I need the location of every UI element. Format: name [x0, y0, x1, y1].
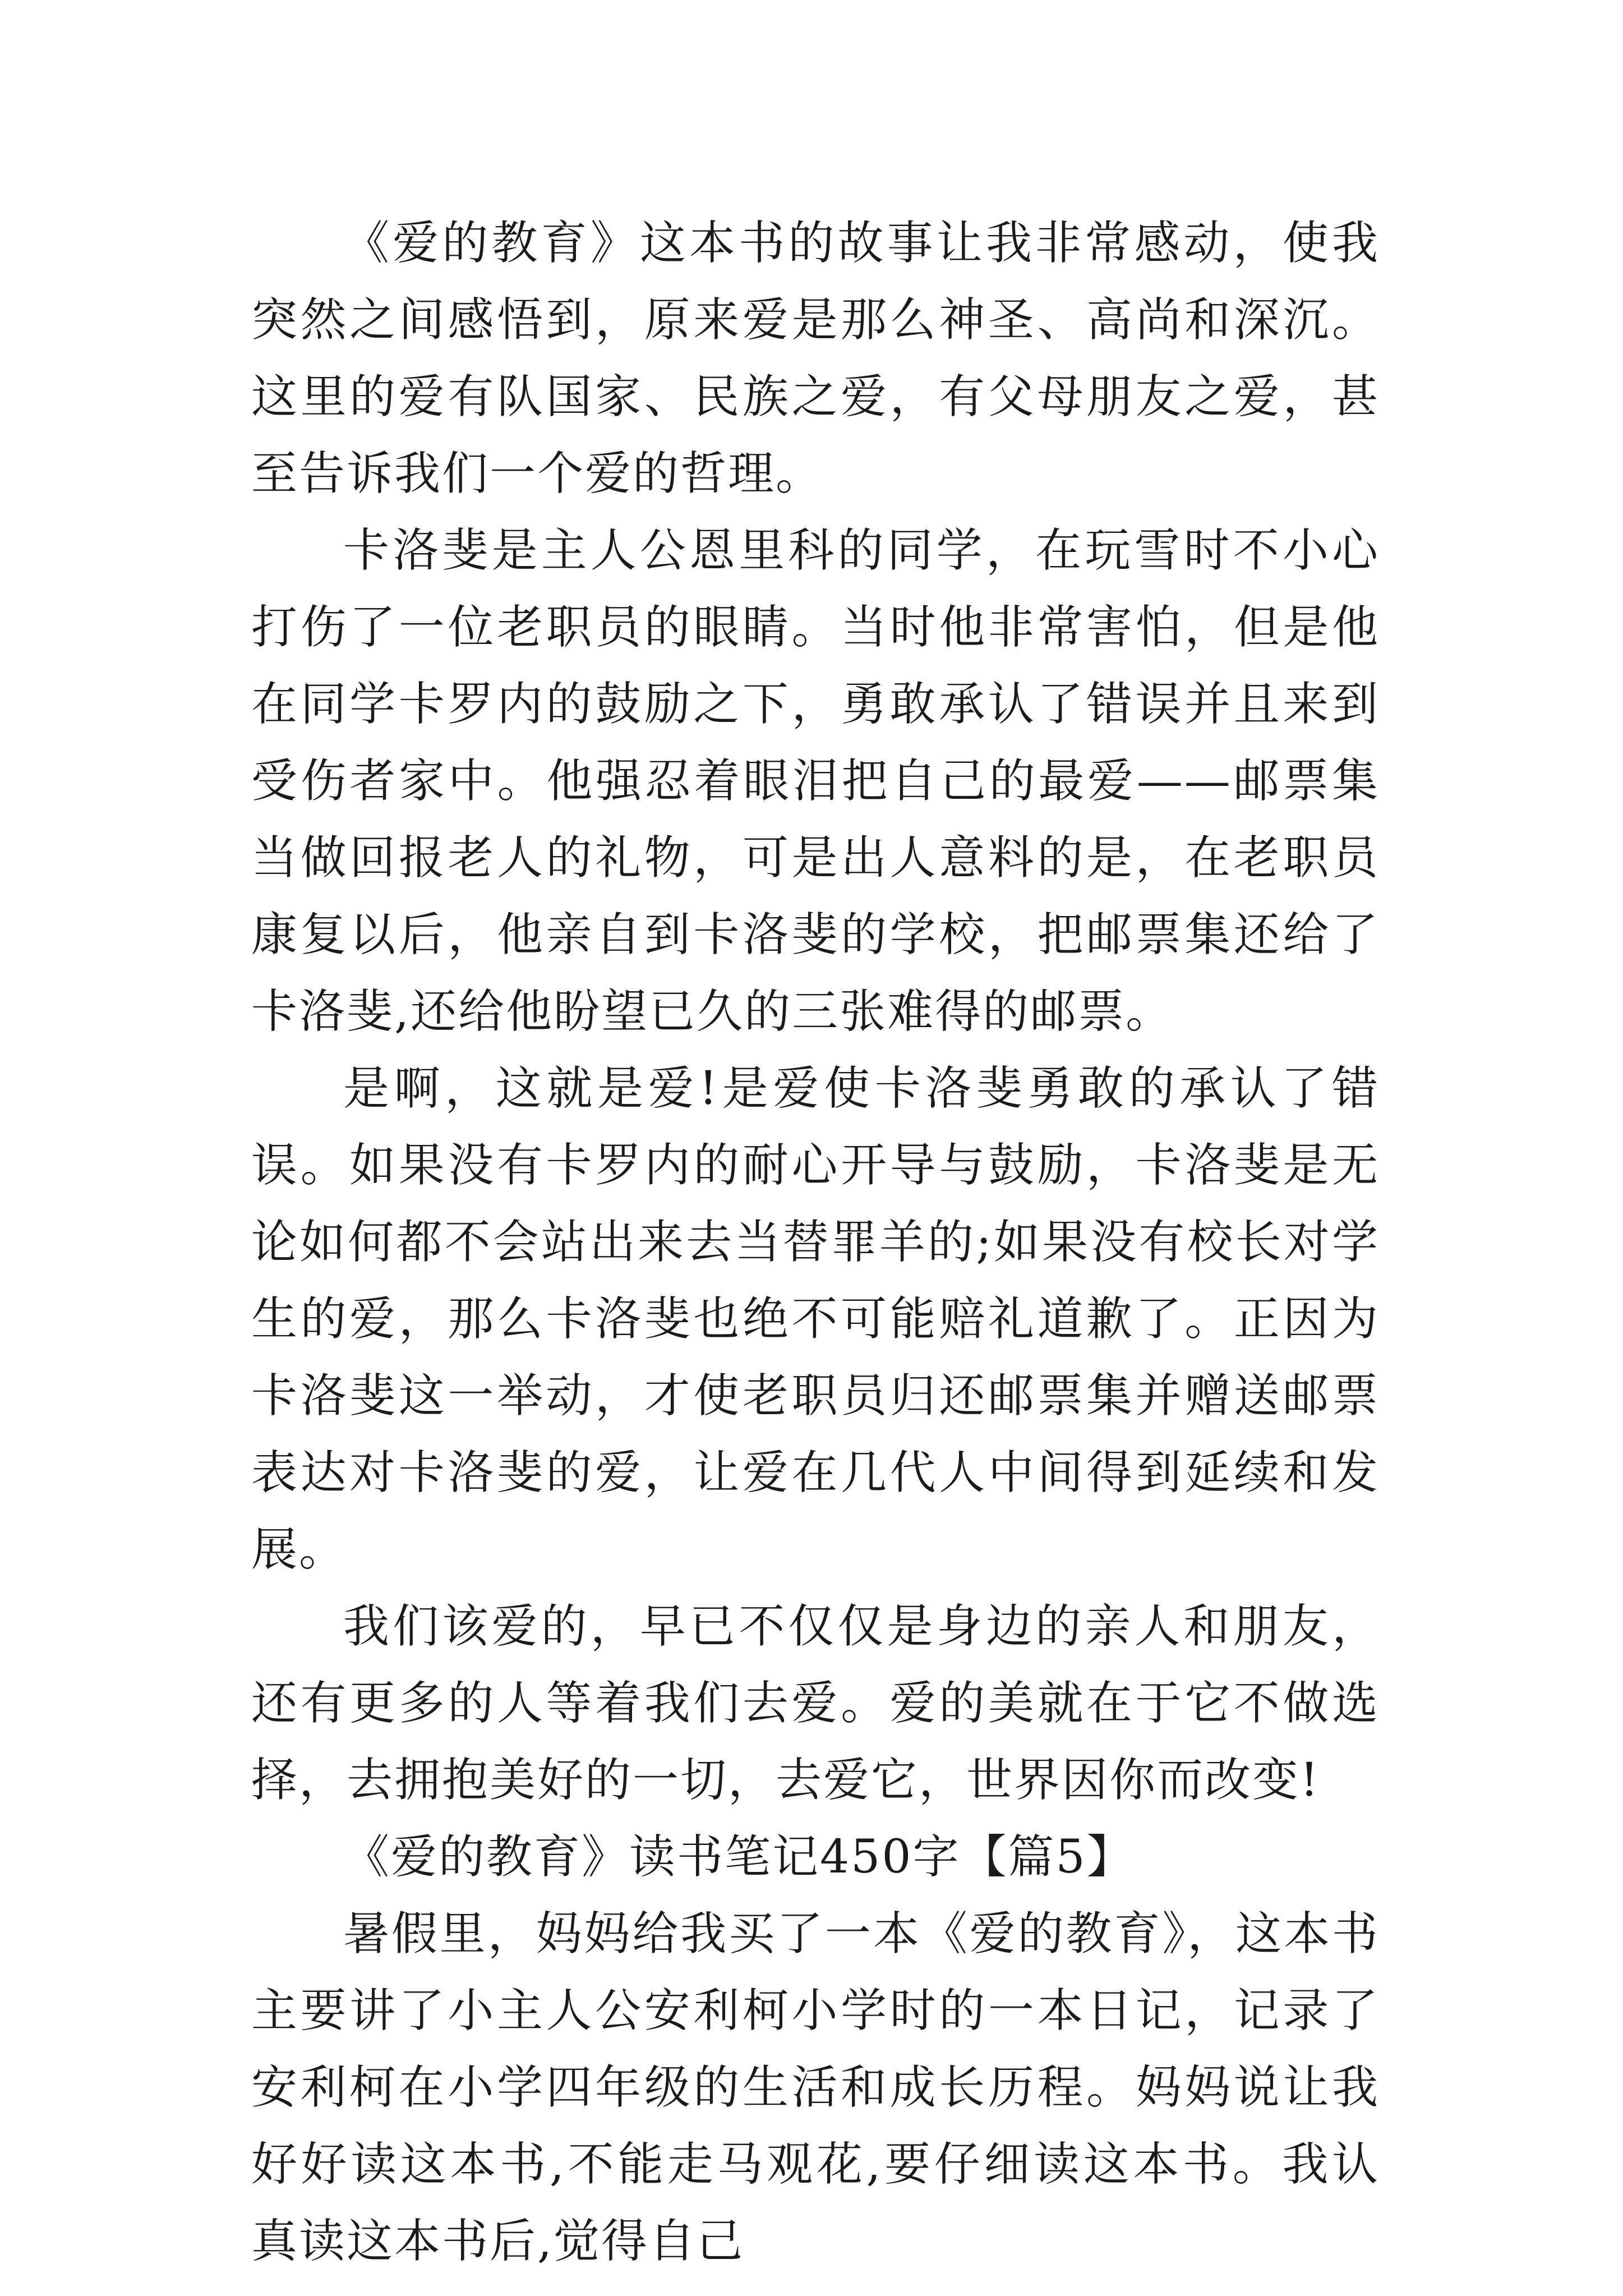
- paragraph-1: 《爱的教育》这本书的故事让我非常感动，使我突然之间感悟到，原来爱是那么神圣、高尚和深沉。这里的爱有队国家、民族之爱，有父母朋友之爱，甚至告诉我们一个爱的哲理。: [251, 217, 1380, 500]
- paragraph-4: 我们该爱的，早已不仅仅是身边的亲人和朋友，还有更多的人等着我们去爱。爱的美就在于它不做选择，去拥抱美好的一切，去爱它，世界因你而改变!: [251, 1600, 1380, 1807]
- paragraph-3: 是啊，这就是爱!是爱使卡洛斐勇敢的承认了错误。如果没有卡罗内的耐心开导与鼓励，卡洛斐是无论如何都不会站出来去当替罪羊的;如果没有校长对学生的爱，那么卡洛斐也绝不可能赔礼道歉了。正因为卡洛斐这一举动，才使老职员归还邮票集并赠送邮票表达对卡洛斐的爱，让爱在几代人中间得到延续和发展。: [251, 1062, 1380, 1576]
- paragraph-2: 卡洛斐是主人公恩里科的同学，在玩雪时不小心打伤了一位老职员的眼睛。当时他非常害怕，但是他在同学卡罗内的鼓励之下，勇敢承认了错误并且来到受伤者家中。他强忍着眼泪把自己的最爱——邮票集当做回报老人的礼物，可是出人意料的是，在老职员康复以后，他亲自到卡洛斐的学校，把邮票集还给了卡洛斐,还给他盼望已久的三张难得的邮票。: [251, 524, 1380, 1038]
- paragraph-5: 暑假里，妈妈给我买了一本《爱的教育》，这本书主要讲了小主人公安利柯小学时的一本日记，记录了安利柯在小学四年级的生活和成长历程。妈妈说让我好好读这本书,不能走马观花,要仔细读这本书。我认真读这本书后,觉得自己: [251, 1907, 1380, 2268]
- section-heading: 《爱的教育》读书笔记450字【篇5】: [343, 1830, 1135, 1884]
- document-body: [251, 205, 1380, 2280]
